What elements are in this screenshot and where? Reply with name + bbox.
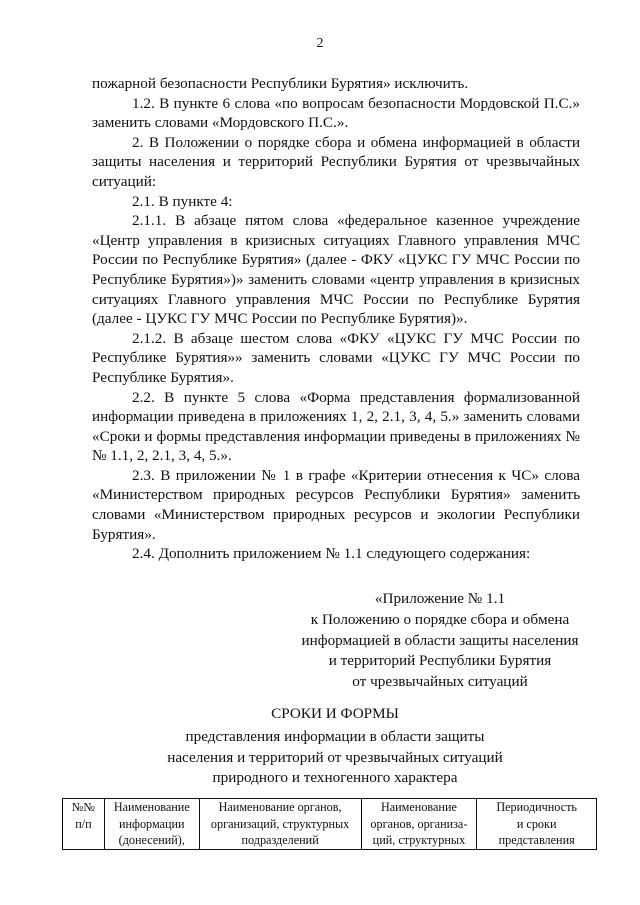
header-line: п/п — [75, 816, 92, 831]
subtitle-line: населения и территорий от чрезвычайных ситуаций — [167, 748, 503, 766]
appendix-reference — [290, 589, 590, 693]
table-header-periodicity — [477, 799, 597, 850]
header-line: ций, структурных — [372, 833, 466, 847]
subtitle-line: природного и техногенного характера — [212, 769, 458, 786]
header-line: Наименование — [380, 800, 457, 814]
paragraph-2-1-1: 2.1.1. В абзаце пятом слова «федеральное казенное учреждение «Центр управления в кризисных ситуациях Главного управления МЧС России по Республике Бурятия» (далее - ФКУ «ЦУКС ГУ МЧС России по Республике Бурятия»)» заменить словами «центр управления в кризисных ситуациях Главного управления МЧС России по Республике Бурятия (далее - ЦУКС ГУ МЧС России по Республике Бурятия)». — [92, 212, 580, 328]
appendix-ref-line: к Положению о порядке сбора и обмена — [310, 610, 570, 628]
document-subtitle — [0, 727, 640, 789]
subtitle-line: представления информации в области защиты — [185, 728, 485, 745]
header-line: организаций, структурных — [210, 816, 350, 831]
header-line: №№ — [71, 800, 96, 814]
paragraph-1-2: 1.2. В пункте 6 слова «по вопросам безопасности Мордовской П.С.» заменить словами «Мордовского П.С.». — [92, 94, 580, 132]
body-text — [92, 74, 580, 564]
paragraph-continuation: пожарной безопасности Республики Бурятия» исключить. — [92, 75, 469, 92]
document-title: СРОКИ И ФОРМЫ — [271, 705, 399, 722]
header-line: Наименование органов, — [218, 800, 342, 814]
header-line: и сроки — [516, 816, 557, 831]
paragraph-2-1: 2.1. В пункте 4: — [132, 192, 233, 210]
paragraph-2-2: 2.2. В пункте 5 слова «Форма представления формализованной информации приведена в приложениях 1, 2, 2.1, 3, 4, 5.» заменить словами «Сроки и формы представления информации приведены в приложениях №№ 1.1, 2, 2.1, 3, 4, 5.». — [92, 388, 580, 465]
table-header-recipients — [361, 799, 477, 850]
info-table — [62, 798, 597, 850]
appendix-ref-line: информацией в области защиты населения — [301, 631, 579, 649]
appendix-ref-line: от чрезвычайных ситуаций — [352, 673, 528, 691]
header-line: (донесений), — [118, 833, 185, 847]
header-line: Наименование — [113, 800, 190, 814]
appendix-ref-line: и территорий Республики Бурятия — [328, 652, 552, 670]
table-header-number — [63, 799, 105, 850]
paragraph-2-3: 2.3. В приложении № 1 в графе «Критерии отнесения к ЧС» слова «Министерством природных ресурсов Республики Бурятия» заменить словами «Министерством природных ресурсов и экологии Республики Бурятия». — [92, 466, 580, 543]
paragraph-2-1-2: 2.1.2. В абзаце шестом слова «ФКУ «ЦУКС ГУ МЧС России по Республике Бурятия»» заменить словами «ЦУКС ГУ МЧС России по Республике Бурятия». — [92, 329, 580, 386]
table-header-info-name — [104, 799, 199, 850]
header-line: органов, организа- — [370, 816, 468, 831]
table-header-row — [63, 799, 597, 850]
page-number: 2 — [316, 36, 324, 51]
paragraph-2: 2. В Положении о порядке сбора и обмена информацией в области защиты населения и территорий Республики Бурятия от чрезвычайных ситуаций: — [92, 133, 580, 190]
paragraph-2-4: 2.4. Дополнить приложением № 1.1 следующего содержания: — [132, 545, 531, 563]
header-line: информации — [119, 816, 185, 831]
appendix-ref-line: «Приложение № 1.1 — [374, 590, 506, 607]
header-line: Периодичность — [496, 800, 577, 814]
header-line: представления — [498, 833, 575, 847]
header-line: подразделений — [241, 833, 319, 847]
table-header-organizations — [199, 799, 361, 850]
